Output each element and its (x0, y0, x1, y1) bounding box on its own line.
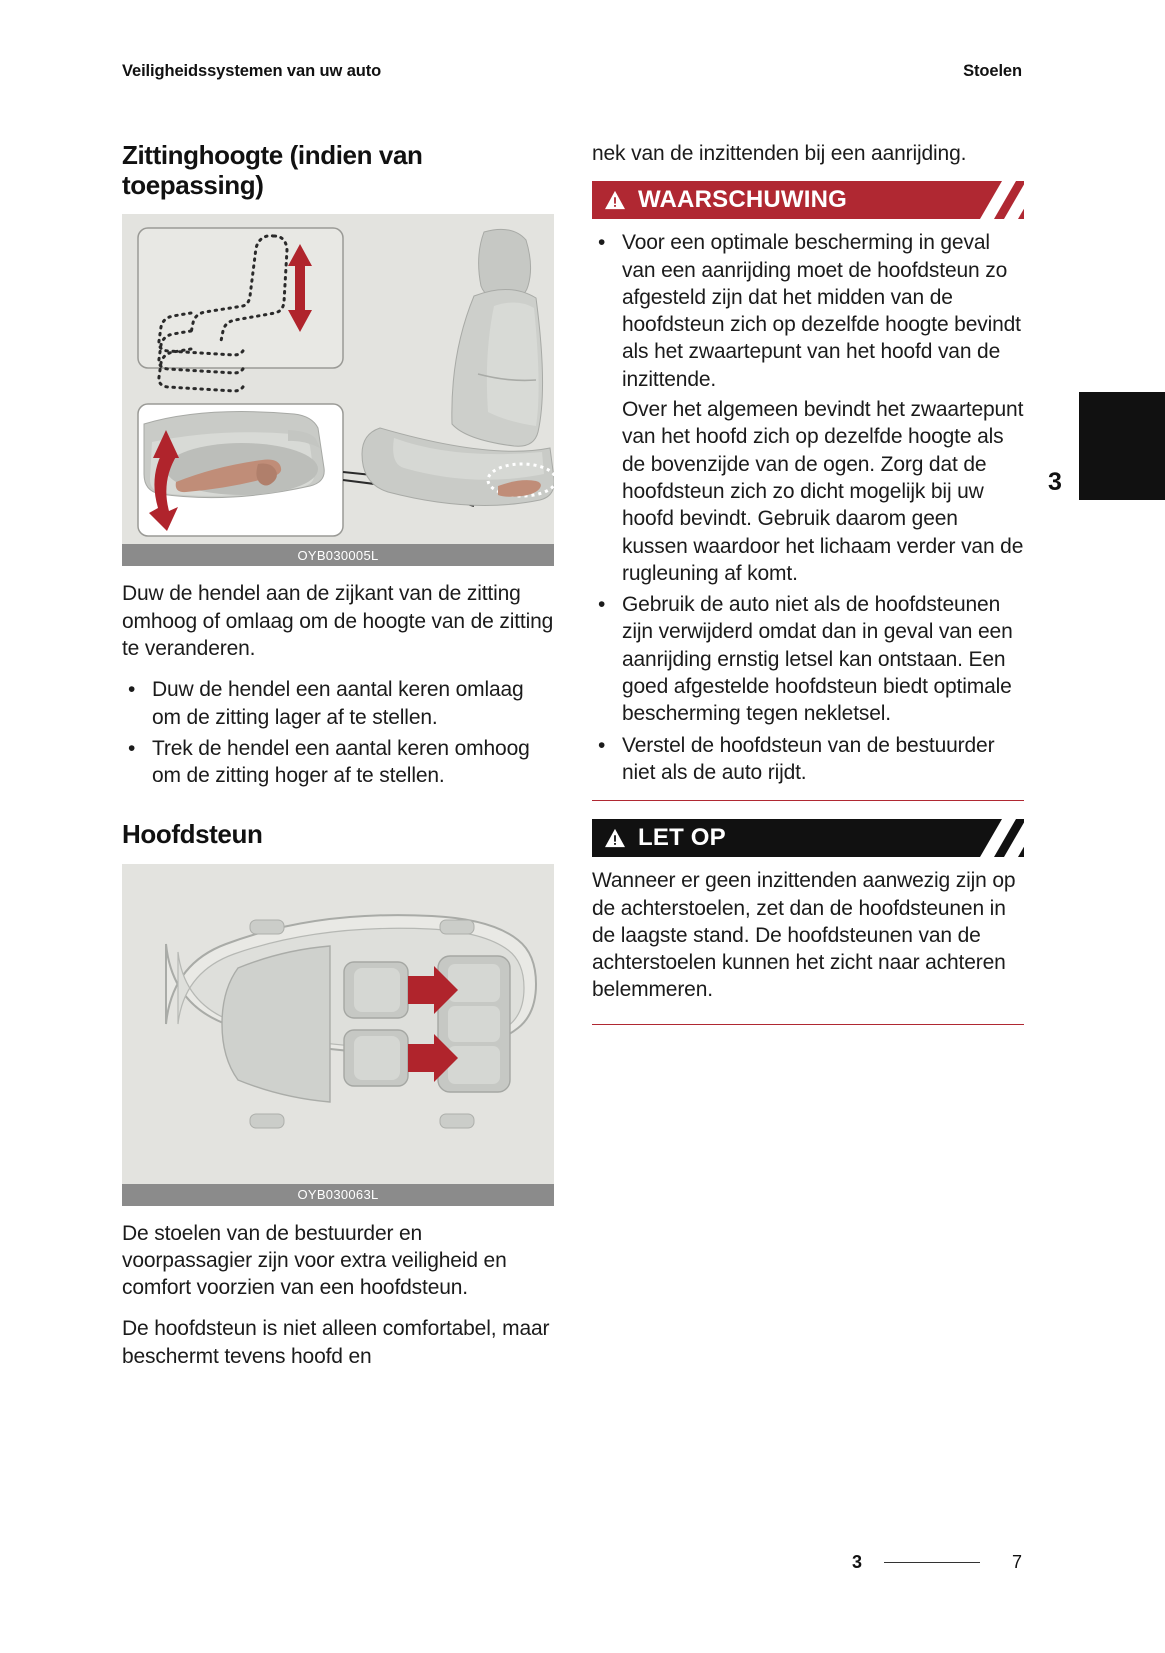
banner-stripes-icon (946, 181, 1024, 219)
banner-stripes-icon (946, 819, 1024, 857)
warning-bottom-rule (592, 800, 1024, 801)
list-item-text: Trek de hendel een aantal keren omhoog om de zitting hoger af te stellen. (152, 736, 530, 788)
bullet-dot: • (598, 231, 606, 255)
warning-callout-body (592, 219, 1024, 786)
notice-callout (592, 819, 1024, 1024)
figure-seat-height (122, 214, 554, 566)
headrest-top-view-illustration (122, 864, 554, 1184)
intro-paragraph: Duw de hendel aan de zijkant van de zitting omhoog of omlaag om de hoogte van de zitting te veranderen. (122, 582, 554, 660)
page-title: Zittinghoogte (indien van toepassing) (122, 140, 423, 201)
column-continuation-text: nek van de inzittenden bij een aanrijding. (592, 142, 967, 165)
notice-callout-bar (592, 819, 1024, 857)
notice-bottom-rule (592, 1024, 1024, 1025)
figure-headrest-topview (122, 864, 554, 1206)
running-header-left: Veiligheidssystemen van uw auto (122, 62, 382, 80)
list-item-text: Voor een optimale bescherming in geval van een aanrijding moet de hoofdsteun zo afgesteld zijn dat het midden van de hoofdsteun zich op dezelfde hoogte bevindt als het zwaartepunt van het hoofd van de inzittende. (622, 231, 1021, 391)
seat-height-bullet-list (122, 676, 554, 789)
footer-divider (884, 1562, 980, 1563)
seat-height-adjust-illustration (122, 214, 554, 544)
bullet-dot: • (598, 733, 606, 757)
list-item (592, 229, 1024, 587)
running-header-right: Stoelen (963, 62, 1022, 80)
list-item-continuation: Over het algemeen bevindt het zwaartepunt van het hoofd zich op dezelfde hoogte als de bovenzijde van de ogen. Zorg dat de hoofdsteun zich zo dicht mogelijk bij uw hoofd bevindt. Gebruik daarom geen kussen waardoor het lichaam verder van de rugleuning af komt. (622, 398, 1024, 585)
chapter-tab-number: 3 (1048, 468, 1062, 496)
page-footer (122, 1552, 1022, 1573)
chapter-thumb-tab (1079, 392, 1165, 500)
headrest-paragraph-1: De stoelen van de bestuurder en voorpassagier zijn voor extra veiligheid en comfort voorzien van een hoofdsteun. (122, 1221, 507, 1300)
notice-text: Wanneer er geen inzittenden aanwezig zijn op de achterstoelen, zet dan de hoofdsteunen in de laagste stand. De hoofdsteunen van de achterstoelen kunnen het zicht naar achteren belemmeren. (592, 869, 1016, 1002)
list-item-text: Gebruik de auto niet als de hoofdsteunen zijn verwijderd omdat dan in geval van een aanrijding ernstig letsel kan ontstaan. Een goed afgestelde hoofdsteun biedt optimale bescherming tegen nekletsel. (622, 593, 1013, 726)
figure-caption: OYB030063L (122, 1184, 554, 1206)
bullet-dot: • (128, 678, 136, 702)
list-item-text: Verstel de hoofdsteun van de bestuurder niet als de auto rijdt. (622, 733, 995, 784)
left-column (122, 140, 554, 1370)
right-column (592, 140, 1024, 1025)
list-item-text: Duw de hendel een aantal keren omlaag om de zitting lager af te stellen. (152, 678, 524, 729)
list-item (122, 676, 554, 731)
warning-bullet-list (592, 229, 1024, 786)
footer-page-number: 7 (1011, 1552, 1022, 1572)
warning-triangle-icon (604, 190, 626, 210)
list-item (592, 591, 1024, 727)
warning-triangle-icon (604, 828, 626, 848)
bullet-dot: • (128, 736, 136, 760)
bullet-dot: • (598, 593, 606, 617)
notice-callout-label: LET OP (638, 824, 726, 852)
warning-callout-label: WAARSCHUWING (638, 186, 848, 214)
warning-callout (592, 181, 1024, 801)
subsection-title-hoofdsteun: Hoofdsteun (122, 819, 263, 850)
running-header (122, 62, 1022, 81)
warning-callout-bar (592, 181, 1024, 219)
list-item (592, 732, 1024, 787)
footer-chapter-number: 3 (851, 1552, 862, 1572)
list-item (122, 735, 554, 790)
figure-caption: OYB030005L (122, 544, 554, 566)
notice-callout-body (592, 857, 1024, 1003)
headrest-paragraph-2: De hoofdsteun is niet alleen comfortabel, maar beschermt tevens hoofd en (122, 1317, 550, 1368)
